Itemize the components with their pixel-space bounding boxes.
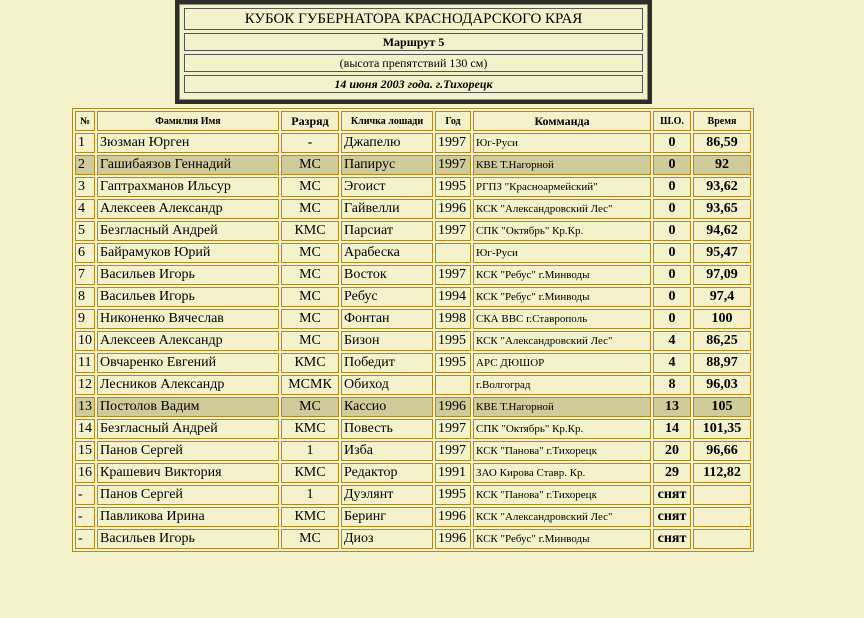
cell-year: 1997 — [435, 441, 471, 461]
cell-rank: КМС — [281, 507, 339, 527]
cell-year: 1996 — [435, 199, 471, 219]
cell-horse: Диоз — [341, 529, 433, 549]
cell-team: СКА ВВС г.Ставрополь — [473, 309, 651, 329]
cell-team: г.Волгоград — [473, 375, 651, 395]
table-row — [75, 507, 751, 527]
column-header-time: Время — [693, 111, 751, 131]
cell-num: 13 — [75, 397, 95, 417]
cell-horse: Эгоист — [341, 177, 433, 197]
cell-time — [693, 507, 751, 527]
table-row — [75, 529, 751, 549]
cell-year: 1997 — [435, 265, 471, 285]
column-header-name: Фамилия Имя — [97, 111, 279, 131]
table-row — [75, 155, 751, 175]
results-table — [72, 108, 754, 552]
cell-name: Постолов Вадим — [97, 397, 279, 417]
cell-num: 4 — [75, 199, 95, 219]
cell-team: СПК "Октябрь" Кр.Кр. — [473, 419, 651, 439]
cell-time: 105 — [693, 397, 751, 417]
cell-name: Васильев Игорь — [97, 529, 279, 549]
cell-year: 1995 — [435, 485, 471, 505]
cell-name: Безгласный Андрей — [97, 221, 279, 241]
cell-num: 5 — [75, 221, 95, 241]
cell-horse: Изба — [341, 441, 433, 461]
cell-year: 1991 — [435, 463, 471, 483]
cell-time: 92 — [693, 155, 751, 175]
table-row — [75, 309, 751, 329]
cell-name: Павликова Ирина — [97, 507, 279, 527]
cell-team: КСК "Александровский Лес" — [473, 507, 651, 527]
cell-team: КСК "Ребус" г.Минводы — [473, 265, 651, 285]
cell-team: ЗАО Кирова Ставр. Кр. — [473, 463, 651, 483]
cell-team: РГПЗ "Красноармейский" — [473, 177, 651, 197]
cell-num: 3 — [75, 177, 95, 197]
cell-year — [435, 375, 471, 395]
cell-horse: Беринг — [341, 507, 433, 527]
column-header-year: Год — [435, 111, 471, 131]
cell-rank: МС — [281, 287, 339, 307]
column-header-num: № — [75, 111, 95, 131]
cell-time: 96,66 — [693, 441, 751, 461]
cell-team: КСК "Панова" г.Тихорецк — [473, 485, 651, 505]
cell-team: КСК "Александровский Лес" — [473, 331, 651, 351]
cell-penalty: 4 — [653, 353, 691, 373]
table-row — [75, 199, 751, 219]
cell-year: 1995 — [435, 353, 471, 373]
cell-time: 96,03 — [693, 375, 751, 395]
cell-horse: Обиход — [341, 375, 433, 395]
cell-penalty: 13 — [653, 397, 691, 417]
column-header-rank: Разряд — [281, 111, 339, 131]
cell-num: 7 — [75, 265, 95, 285]
cell-horse: Редактор — [341, 463, 433, 483]
cell-penalty: 14 — [653, 419, 691, 439]
table-row — [75, 331, 751, 351]
date-place: 14 июня 2003 года. г.Тихорецк — [184, 75, 643, 93]
table-row — [75, 243, 751, 263]
cell-rank: КМС — [281, 463, 339, 483]
cell-rank: МС — [281, 265, 339, 285]
cell-time: 94,62 — [693, 221, 751, 241]
cell-team: КСК "Ребус" г.Минводы — [473, 529, 651, 549]
cell-year: 1996 — [435, 507, 471, 527]
cell-time: 100 — [693, 309, 751, 329]
table-row — [75, 485, 751, 505]
cell-team: КСК "Панова" г.Тихорецк — [473, 441, 651, 461]
cell-name: Васильев Игорь — [97, 265, 279, 285]
cell-num: 10 — [75, 331, 95, 351]
cell-penalty: 0 — [653, 199, 691, 219]
cell-num: - — [75, 485, 95, 505]
cell-team: КСК "Александровский Лес" — [473, 199, 651, 219]
cell-year: 1998 — [435, 309, 471, 329]
cell-num: 12 — [75, 375, 95, 395]
cell-num: 2 — [75, 155, 95, 175]
cell-num: 16 — [75, 463, 95, 483]
cell-horse: Гайвелли — [341, 199, 433, 219]
cell-team: КСК "Ребус" г.Минводы — [473, 287, 651, 307]
cell-year: 1997 — [435, 221, 471, 241]
cell-name: Овчаренко Евгений — [97, 353, 279, 373]
cell-horse: Кассио — [341, 397, 433, 417]
cell-rank: 1 — [281, 441, 339, 461]
cell-rank: КМС — [281, 221, 339, 241]
cell-penalty: 0 — [653, 133, 691, 153]
cell-time: 88,97 — [693, 353, 751, 373]
cell-num: 15 — [75, 441, 95, 461]
cell-name: Никоненко Вячеслав — [97, 309, 279, 329]
table-row — [75, 441, 751, 461]
header-inner — [179, 4, 648, 100]
cell-horse: Арабеска — [341, 243, 433, 263]
cell-num: 14 — [75, 419, 95, 439]
cell-penalty: 0 — [653, 155, 691, 175]
cell-name: Безгласный Андрей — [97, 419, 279, 439]
cell-team: КВЕ Т.Нагорной — [473, 397, 651, 417]
cell-time: 95,47 — [693, 243, 751, 263]
cell-name: Гашибаязов Геннадий — [97, 155, 279, 175]
table-row — [75, 221, 751, 241]
cell-name: Крашевич Виктория — [97, 463, 279, 483]
cell-name: Панов Сергей — [97, 441, 279, 461]
cell-penalty: 20 — [653, 441, 691, 461]
cell-num: 8 — [75, 287, 95, 307]
table-row — [75, 133, 751, 153]
cell-name: Гаптрахманов Ильсур — [97, 177, 279, 197]
cell-horse: Дуэлянт — [341, 485, 433, 505]
table-row — [75, 265, 751, 285]
cell-penalty: 8 — [653, 375, 691, 395]
cell-horse: Ребус — [341, 287, 433, 307]
cell-year: 1994 — [435, 287, 471, 307]
column-header-penalty: Ш.О. — [653, 111, 691, 131]
cell-name: Байрамуков Юрий — [97, 243, 279, 263]
cell-num: 11 — [75, 353, 95, 373]
cell-year: 1997 — [435, 419, 471, 439]
cell-year: 1995 — [435, 177, 471, 197]
cell-penalty: 0 — [653, 309, 691, 329]
cell-penalty: 0 — [653, 287, 691, 307]
table-row — [75, 463, 751, 483]
cell-num: 9 — [75, 309, 95, 329]
results-body — [75, 133, 751, 549]
cell-rank: МС — [281, 397, 339, 417]
cell-time: 86,59 — [693, 133, 751, 153]
table-row — [75, 177, 751, 197]
cell-time — [693, 529, 751, 549]
cell-penalty: 29 — [653, 463, 691, 483]
cell-name: Панов Сергей — [97, 485, 279, 505]
cell-rank: - — [281, 133, 339, 153]
cell-penalty: снят — [653, 485, 691, 505]
cell-penalty: снят — [653, 507, 691, 527]
cell-num: - — [75, 507, 95, 527]
cell-name: Васильев Игорь — [97, 287, 279, 307]
cell-rank: МС — [281, 155, 339, 175]
cell-rank: 1 — [281, 485, 339, 505]
cell-time: 101,35 — [693, 419, 751, 439]
cell-year — [435, 243, 471, 263]
cell-rank: МС — [281, 331, 339, 351]
cell-team: АРС ДЮШОР — [473, 353, 651, 373]
cell-num: 1 — [75, 133, 95, 153]
cell-name: Лесников Александр — [97, 375, 279, 395]
cell-penalty: 0 — [653, 177, 691, 197]
cell-rank: КМС — [281, 419, 339, 439]
cell-name: Алексеев Александр — [97, 199, 279, 219]
cell-horse: Фонтан — [341, 309, 433, 329]
route-label: Маршрут 5 — [184, 33, 643, 51]
cell-name: Алексеев Александр — [97, 331, 279, 351]
cell-time: 86,25 — [693, 331, 751, 351]
cell-rank: МС — [281, 309, 339, 329]
header-box — [175, 0, 652, 104]
column-header-team: Комманда — [473, 111, 651, 131]
cell-horse: Папирус — [341, 155, 433, 175]
cell-num: - — [75, 529, 95, 549]
cell-name: Зюзман Юрген — [97, 133, 279, 153]
cell-penalty: снят — [653, 529, 691, 549]
cell-horse: Бизон — [341, 331, 433, 351]
cell-year: 1995 — [435, 331, 471, 351]
cell-penalty: 0 — [653, 265, 691, 285]
cell-year: 1996 — [435, 529, 471, 549]
cell-team: Юг-Руси — [473, 243, 651, 263]
cell-time: 93,62 — [693, 177, 751, 197]
table-row — [75, 419, 751, 439]
cell-time: 97,09 — [693, 265, 751, 285]
cell-horse: Восток — [341, 265, 433, 285]
cell-rank: МС — [281, 243, 339, 263]
cell-rank: МС — [281, 177, 339, 197]
cell-time: 97,4 — [693, 287, 751, 307]
cell-rank: МСМК — [281, 375, 339, 395]
cell-team: Юг-Руси — [473, 133, 651, 153]
cell-penalty: 0 — [653, 243, 691, 263]
cell-penalty: 0 — [653, 221, 691, 241]
cell-team: КВЕ Т.Нагорной — [473, 155, 651, 175]
cell-horse: Повесть — [341, 419, 433, 439]
cell-horse: Джапелю — [341, 133, 433, 153]
cell-horse: Победит — [341, 353, 433, 373]
table-row — [75, 375, 751, 395]
cell-rank: МС — [281, 529, 339, 549]
cell-num: 6 — [75, 243, 95, 263]
column-header-horse: Кличка лошади — [341, 111, 433, 131]
cell-horse: Парсиат — [341, 221, 433, 241]
cell-time: 112,82 — [693, 463, 751, 483]
obstacle-height-note: (высота препятствий 130 см) — [184, 54, 643, 72]
table-row — [75, 353, 751, 373]
cell-rank: КМС — [281, 353, 339, 373]
cell-rank: МС — [281, 199, 339, 219]
cell-time — [693, 485, 751, 505]
cell-year: 1997 — [435, 155, 471, 175]
cell-year: 1997 — [435, 133, 471, 153]
cell-penalty: 4 — [653, 331, 691, 351]
cell-team: СПК "Октябрь" Кр.Кр. — [473, 221, 651, 241]
cell-year: 1996 — [435, 397, 471, 417]
page-title: КУБОК ГУБЕРНАТОРА КРАСНОДАРСКОГО КРАЯ — [184, 8, 643, 30]
table-row — [75, 287, 751, 307]
table-row — [75, 397, 751, 417]
cell-time: 93,65 — [693, 199, 751, 219]
table-header-row — [75, 111, 751, 131]
